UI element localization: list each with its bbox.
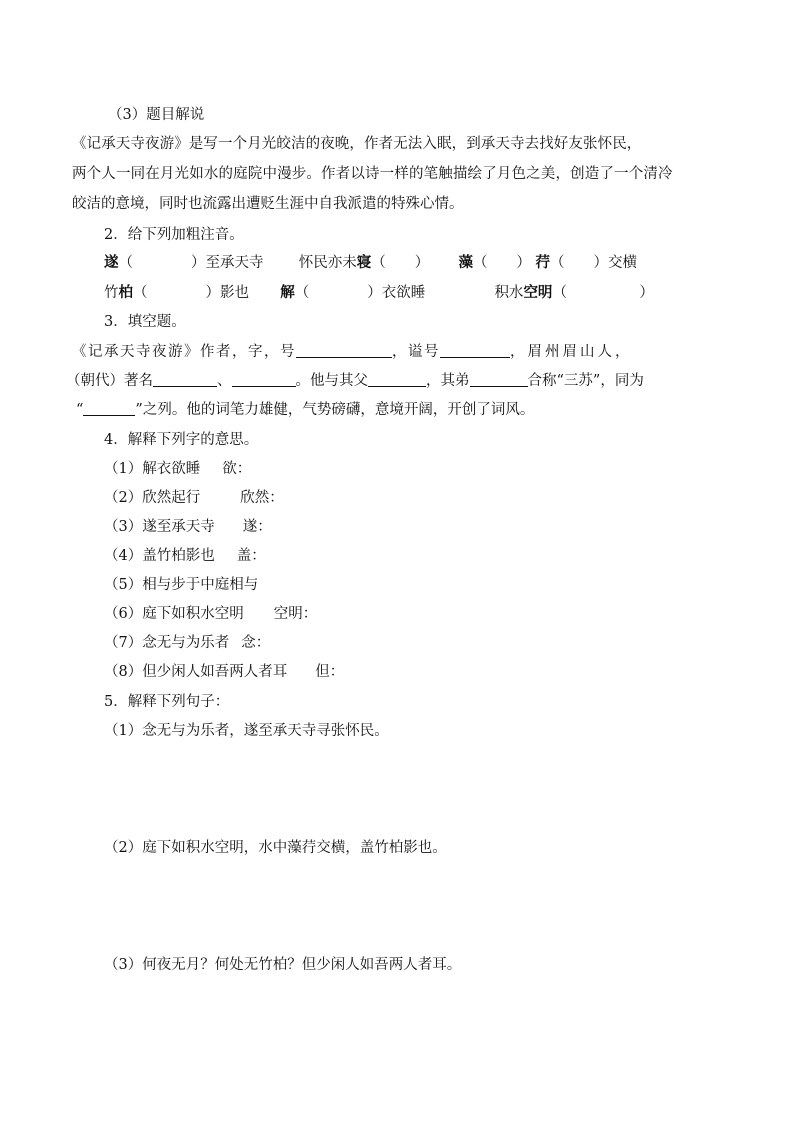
- list-item: （1）解衣欲睡 欲：: [104, 461, 252, 477]
- question-2-heading: 2．给下列加粗注音。: [104, 227, 244, 243]
- sentence-item: （1）念无与为乐者，遂至承天寺寻张怀民。: [104, 723, 389, 739]
- question-3-heading: 3．填空题。: [104, 314, 186, 330]
- answer-field[interactable]: 空明：: [273, 606, 318, 622]
- list-item: （7）念无与为乐者 念：: [104, 635, 271, 651]
- fill-text: ，谥号: [392, 344, 440, 360]
- fill-text: ”之列。他的词笔力雄健，气势磅礴，意境开阔，开创了词风。: [135, 402, 535, 418]
- pinyin-blank[interactable]: （ ）: [552, 285, 654, 301]
- phrase-rest: 衣欲睡: [381, 285, 426, 301]
- list-item: （2）欣然起行 欣然：: [104, 490, 284, 506]
- pinyin-blank[interactable]: （ ）: [550, 255, 609, 271]
- pinyin-row-1: [104, 253, 637, 273]
- pinyin-blank[interactable]: （ ）: [371, 255, 430, 271]
- pinyin-blank[interactable]: （ ）: [133, 285, 220, 301]
- fill-text: 。他与其父: [295, 373, 368, 389]
- list-item: （8）但少闲人如吾两人者耳 但：: [104, 664, 345, 680]
- answer-field[interactable]: 但：: [315, 664, 345, 680]
- phrase-rest: 交横: [608, 255, 638, 271]
- fill-text: ，眉州眉山人，: [510, 344, 633, 360]
- bold-char: 寝: [356, 254, 372, 271]
- fill-text: 、: [217, 373, 232, 389]
- fill-text: ，其弟: [426, 373, 470, 389]
- question-4-heading: 4．解释下列字的意思。: [104, 432, 259, 448]
- answer-blank[interactable]: [296, 343, 392, 358]
- pinyin-blank[interactable]: （ ）: [118, 255, 206, 271]
- list-item: （5）相与步于中庭相与: [104, 577, 259, 593]
- pinyin-row-2: [104, 283, 654, 303]
- answer-field[interactable]: 欣然：: [240, 490, 284, 506]
- pinyin-blank[interactable]: （ ）: [472, 255, 531, 271]
- answer-field[interactable]: 盖：: [236, 548, 266, 564]
- fill-text: “: [76, 402, 84, 418]
- answer-blank[interactable]: [368, 372, 426, 387]
- answer-field[interactable]: 遂：: [242, 519, 272, 535]
- bold-char: 空明: [523, 284, 553, 301]
- fill-text: 合称“三苏”，同为: [527, 373, 644, 389]
- bold-char: 柏: [118, 284, 133, 301]
- answer-field[interactable]: 念：: [241, 635, 271, 651]
- list-item: （6）庭下如积水空明 空明：: [104, 606, 318, 622]
- phrase-rest: 至承天寺: [205, 255, 264, 271]
- list-item: （4）盖竹柏影也 盖：: [104, 548, 266, 564]
- phrase-prefix: 竹: [104, 285, 119, 301]
- phrase-rest: 影也: [220, 285, 249, 301]
- phrase-prefix: 怀民亦未: [298, 255, 357, 271]
- answer-blank[interactable]: [83, 401, 135, 416]
- paragraph-line-3: 皎洁的意境，同时也流露出遭贬生涯中自我派遣的特殊心情。: [72, 196, 464, 212]
- answer-blank[interactable]: [232, 372, 296, 387]
- fill-line-3: [76, 400, 534, 420]
- list-item: （3）遂至承天寺 遂：: [104, 519, 272, 535]
- answer-blank[interactable]: [440, 343, 510, 358]
- paragraph-line-1: 《记承天寺夜游》是写一个月光皎洁的夜晚，作者无法入眠，到承天寺去找好友张怀民，: [72, 136, 642, 152]
- answer-blank[interactable]: [153, 372, 217, 387]
- bold-char: 解: [280, 284, 295, 301]
- question-5-heading: 5．解释下列句子：: [104, 694, 230, 710]
- answer-blank[interactable]: [470, 372, 528, 387]
- bold-char: 荇: [535, 254, 551, 271]
- fill-line-2: [66, 371, 644, 391]
- bold-char: 藻: [458, 254, 473, 271]
- pinyin-blank[interactable]: （ ）: [294, 285, 382, 301]
- fill-text: （朝代）著名: [66, 373, 153, 389]
- fill-line-1: [72, 342, 633, 362]
- answer-field[interactable]: 欲：: [222, 461, 252, 477]
- fill-text: 《记承天寺夜游》作者，字，号: [72, 344, 296, 360]
- sentence-item: （3）何夜无月？何处无竹柏？但少闲人如吾两人者耳。: [104, 957, 462, 973]
- paragraph-line-2: 两个人一同在月光如水的庭院中漫步。作者以诗一样的笔触描绘了月色之美，创造了一个清冷: [72, 166, 673, 182]
- section-heading: （3）题目解说: [108, 107, 205, 123]
- sentence-item: （2）庭下如积水空明，水中藻荇交横，盖竹柏影也。: [104, 840, 447, 856]
- bold-char: 遂: [104, 254, 119, 271]
- phrase-prefix: 积水: [494, 285, 524, 301]
